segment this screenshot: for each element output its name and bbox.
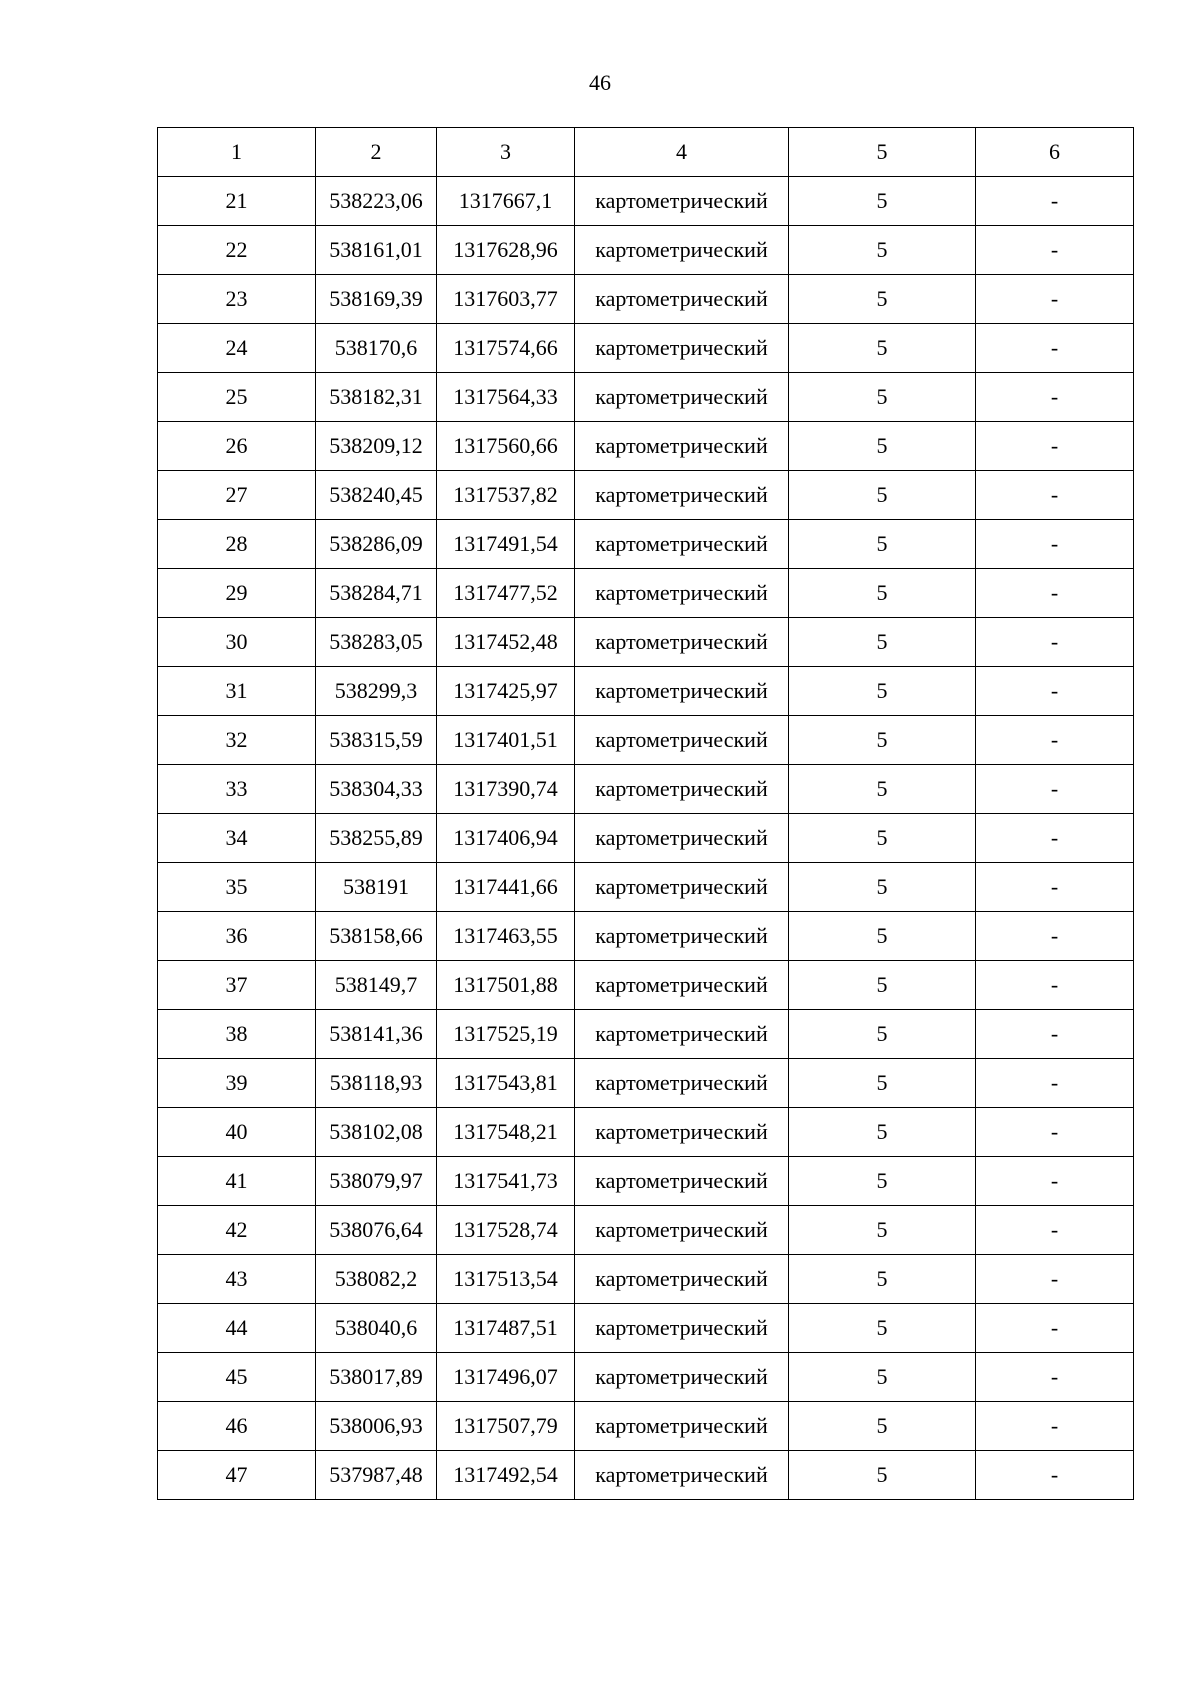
table-row — [158, 1206, 1134, 1255]
point-number-cell: 26 — [158, 422, 316, 471]
y-coordinate-cell: 1317463,55 — [437, 912, 575, 961]
accuracy-cell: 5 — [789, 863, 976, 912]
y-coordinate-cell: 1317477,52 — [437, 569, 575, 618]
accuracy-cell: 5 — [789, 569, 976, 618]
x-coordinate-cell: 538017,89 — [316, 1353, 437, 1402]
y-coordinate-cell: 1317528,74 — [437, 1206, 575, 1255]
y-coordinate-cell: 1317603,77 — [437, 275, 575, 324]
table-row — [158, 226, 1134, 275]
point-number-cell: 28 — [158, 520, 316, 569]
method-cell: картометрический — [575, 275, 789, 324]
point-number-cell: 39 — [158, 1059, 316, 1108]
table-row — [158, 1255, 1134, 1304]
accuracy-cell: 5 — [789, 471, 976, 520]
y-coordinate-cell: 1317406,94 — [437, 814, 575, 863]
y-coordinate-cell: 1317564,33 — [437, 373, 575, 422]
note-cell: - — [976, 1255, 1134, 1304]
point-number-cell: 32 — [158, 716, 316, 765]
table-row — [158, 1451, 1134, 1500]
table-row — [158, 765, 1134, 814]
table-row — [158, 1402, 1134, 1451]
x-coordinate-cell: 538102,08 — [316, 1108, 437, 1157]
accuracy-cell: 5 — [789, 961, 976, 1010]
x-coordinate-cell: 538158,66 — [316, 912, 437, 961]
table-row — [158, 912, 1134, 961]
point-number-cell: 40 — [158, 1108, 316, 1157]
point-number-cell: 21 — [158, 177, 316, 226]
point-number-cell: 47 — [158, 1451, 316, 1500]
x-coordinate-cell: 538182,31 — [316, 373, 437, 422]
point-number-cell: 35 — [158, 863, 316, 912]
method-cell: картометрический — [575, 1402, 789, 1451]
table-row — [158, 520, 1134, 569]
table-header-row — [158, 128, 1134, 177]
note-cell: - — [976, 912, 1134, 961]
point-number-cell: 37 — [158, 961, 316, 1010]
note-cell: - — [976, 716, 1134, 765]
accuracy-cell: 5 — [789, 1255, 976, 1304]
column-header: 5 — [789, 128, 976, 177]
y-coordinate-cell: 1317548,21 — [437, 1108, 575, 1157]
accuracy-cell: 5 — [789, 324, 976, 373]
coordinates-table — [157, 127, 1134, 1500]
note-cell: - — [976, 1353, 1134, 1402]
accuracy-cell: 5 — [789, 226, 976, 275]
x-coordinate-cell: 538149,7 — [316, 961, 437, 1010]
method-cell: картометрический — [575, 1353, 789, 1402]
method-cell: картометрический — [575, 373, 789, 422]
column-header: 1 — [158, 128, 316, 177]
table-row — [158, 1353, 1134, 1402]
table-row — [158, 569, 1134, 618]
accuracy-cell: 5 — [789, 1059, 976, 1108]
x-coordinate-cell: 538118,93 — [316, 1059, 437, 1108]
note-cell: - — [976, 667, 1134, 716]
accuracy-cell: 5 — [789, 1353, 976, 1402]
table-row — [158, 275, 1134, 324]
x-coordinate-cell: 538006,93 — [316, 1402, 437, 1451]
table-row — [158, 961, 1134, 1010]
method-cell: картометрический — [575, 667, 789, 716]
y-coordinate-cell: 1317628,96 — [437, 226, 575, 275]
y-coordinate-cell: 1317501,88 — [437, 961, 575, 1010]
column-header: 4 — [575, 128, 789, 177]
table-row — [158, 667, 1134, 716]
accuracy-cell: 5 — [789, 177, 976, 226]
accuracy-cell: 5 — [789, 1108, 976, 1157]
x-coordinate-cell: 538076,64 — [316, 1206, 437, 1255]
x-coordinate-cell: 538079,97 — [316, 1157, 437, 1206]
method-cell: картометрический — [575, 1451, 789, 1500]
note-cell: - — [976, 1059, 1134, 1108]
table-row — [158, 1157, 1134, 1206]
note-cell: - — [976, 1010, 1134, 1059]
table-row — [158, 324, 1134, 373]
column-header: 3 — [437, 128, 575, 177]
x-coordinate-cell: 538299,3 — [316, 667, 437, 716]
y-coordinate-cell: 1317496,07 — [437, 1353, 575, 1402]
accuracy-cell: 5 — [789, 912, 976, 961]
note-cell: - — [976, 814, 1134, 863]
point-number-cell: 45 — [158, 1353, 316, 1402]
point-number-cell: 24 — [158, 324, 316, 373]
table-body — [158, 177, 1134, 1500]
x-coordinate-cell: 538255,89 — [316, 814, 437, 863]
table-row — [158, 1010, 1134, 1059]
point-number-cell: 38 — [158, 1010, 316, 1059]
page-number: 46 — [589, 70, 611, 95]
table-row — [158, 863, 1134, 912]
note-cell: - — [976, 471, 1134, 520]
method-cell: картометрический — [575, 863, 789, 912]
method-cell: картометрический — [575, 520, 789, 569]
method-cell: картометрический — [575, 961, 789, 1010]
point-number-cell: 22 — [158, 226, 316, 275]
y-coordinate-cell: 1317560,66 — [437, 422, 575, 471]
method-cell: картометрический — [575, 1157, 789, 1206]
method-cell: картометрический — [575, 226, 789, 275]
x-coordinate-cell: 538286,09 — [316, 520, 437, 569]
x-coordinate-cell: 538161,01 — [316, 226, 437, 275]
note-cell: - — [976, 863, 1134, 912]
y-coordinate-cell: 1317537,82 — [437, 471, 575, 520]
accuracy-cell: 5 — [789, 520, 976, 569]
x-coordinate-cell: 538082,2 — [316, 1255, 437, 1304]
accuracy-cell: 5 — [789, 618, 976, 667]
method-cell: картометрический — [575, 618, 789, 667]
point-number-cell: 23 — [158, 275, 316, 324]
accuracy-cell: 5 — [789, 422, 976, 471]
y-coordinate-cell: 1317487,51 — [437, 1304, 575, 1353]
table-row — [158, 1059, 1134, 1108]
column-header: 2 — [316, 128, 437, 177]
x-coordinate-cell: 538209,12 — [316, 422, 437, 471]
note-cell: - — [976, 520, 1134, 569]
y-coordinate-cell: 1317507,79 — [437, 1402, 575, 1451]
method-cell: картометрический — [575, 422, 789, 471]
x-coordinate-cell: 538240,45 — [316, 471, 437, 520]
point-number-cell: 27 — [158, 471, 316, 520]
table-row — [158, 373, 1134, 422]
method-cell: картометрический — [575, 716, 789, 765]
method-cell: картометрический — [575, 471, 789, 520]
table-row — [158, 471, 1134, 520]
note-cell: - — [976, 422, 1134, 471]
accuracy-cell: 5 — [789, 1206, 976, 1255]
point-number-cell: 36 — [158, 912, 316, 961]
note-cell: - — [976, 569, 1134, 618]
accuracy-cell: 5 — [789, 1402, 976, 1451]
method-cell: картометрический — [575, 1059, 789, 1108]
note-cell: - — [976, 1304, 1134, 1353]
note-cell: - — [976, 1402, 1134, 1451]
table-row — [158, 422, 1134, 471]
note-cell: - — [976, 1206, 1134, 1255]
note-cell: - — [976, 765, 1134, 814]
accuracy-cell: 5 — [789, 667, 976, 716]
y-coordinate-cell: 1317574,66 — [437, 324, 575, 373]
note-cell: - — [976, 1108, 1134, 1157]
y-coordinate-cell: 1317543,81 — [437, 1059, 575, 1108]
y-coordinate-cell: 1317401,51 — [437, 716, 575, 765]
accuracy-cell: 5 — [789, 765, 976, 814]
point-number-cell: 25 — [158, 373, 316, 422]
y-coordinate-cell: 1317425,97 — [437, 667, 575, 716]
method-cell: картометрический — [575, 1206, 789, 1255]
y-coordinate-cell: 1317441,66 — [437, 863, 575, 912]
method-cell: картометрический — [575, 765, 789, 814]
x-coordinate-cell: 538283,05 — [316, 618, 437, 667]
x-coordinate-cell: 538284,71 — [316, 569, 437, 618]
x-coordinate-cell: 538040,6 — [316, 1304, 437, 1353]
note-cell: - — [976, 1157, 1134, 1206]
method-cell: картометрический — [575, 814, 789, 863]
note-cell: - — [976, 373, 1134, 422]
note-cell: - — [976, 618, 1134, 667]
accuracy-cell: 5 — [789, 1451, 976, 1500]
point-number-cell: 41 — [158, 1157, 316, 1206]
y-coordinate-cell: 1317513,54 — [437, 1255, 575, 1304]
accuracy-cell: 5 — [789, 1304, 976, 1353]
table-row — [158, 716, 1134, 765]
point-number-cell: 46 — [158, 1402, 316, 1451]
x-coordinate-cell: 538223,06 — [316, 177, 437, 226]
point-number-cell: 29 — [158, 569, 316, 618]
note-cell: - — [976, 226, 1134, 275]
table-row — [158, 814, 1134, 863]
y-coordinate-cell: 1317667,1 — [437, 177, 575, 226]
point-number-cell: 34 — [158, 814, 316, 863]
point-number-cell: 44 — [158, 1304, 316, 1353]
method-cell: картометрический — [575, 324, 789, 373]
note-cell: - — [976, 324, 1134, 373]
x-coordinate-cell: 538315,59 — [316, 716, 437, 765]
method-cell: картометрический — [575, 1108, 789, 1157]
method-cell: картометрический — [575, 1010, 789, 1059]
x-coordinate-cell: 538191 — [316, 863, 437, 912]
accuracy-cell: 5 — [789, 716, 976, 765]
accuracy-cell: 5 — [789, 814, 976, 863]
note-cell: - — [976, 961, 1134, 1010]
point-number-cell: 42 — [158, 1206, 316, 1255]
accuracy-cell: 5 — [789, 1010, 976, 1059]
y-coordinate-cell: 1317491,54 — [437, 520, 575, 569]
x-coordinate-cell: 538169,39 — [316, 275, 437, 324]
table-row — [158, 1304, 1134, 1353]
y-coordinate-cell: 1317492,54 — [437, 1451, 575, 1500]
point-number-cell: 33 — [158, 765, 316, 814]
x-coordinate-cell: 537987,48 — [316, 1451, 437, 1500]
table-row — [158, 177, 1134, 226]
point-number-cell: 31 — [158, 667, 316, 716]
method-cell: картометрический — [575, 177, 789, 226]
note-cell: - — [976, 275, 1134, 324]
point-number-cell: 43 — [158, 1255, 316, 1304]
accuracy-cell: 5 — [789, 275, 976, 324]
method-cell: картометрический — [575, 912, 789, 961]
note-cell: - — [976, 1451, 1134, 1500]
y-coordinate-cell: 1317525,19 — [437, 1010, 575, 1059]
x-coordinate-cell: 538304,33 — [316, 765, 437, 814]
note-cell: - — [976, 177, 1134, 226]
method-cell: картометрический — [575, 569, 789, 618]
x-coordinate-cell: 538141,36 — [316, 1010, 437, 1059]
y-coordinate-cell: 1317390,74 — [437, 765, 575, 814]
method-cell: картометрический — [575, 1304, 789, 1353]
table-row — [158, 1108, 1134, 1157]
table-row — [158, 618, 1134, 667]
point-number-cell: 30 — [158, 618, 316, 667]
accuracy-cell: 5 — [789, 373, 976, 422]
column-header: 6 — [976, 128, 1134, 177]
y-coordinate-cell: 1317541,73 — [437, 1157, 575, 1206]
method-cell: картометрический — [575, 1255, 789, 1304]
x-coordinate-cell: 538170,6 — [316, 324, 437, 373]
y-coordinate-cell: 1317452,48 — [437, 618, 575, 667]
accuracy-cell: 5 — [789, 1157, 976, 1206]
